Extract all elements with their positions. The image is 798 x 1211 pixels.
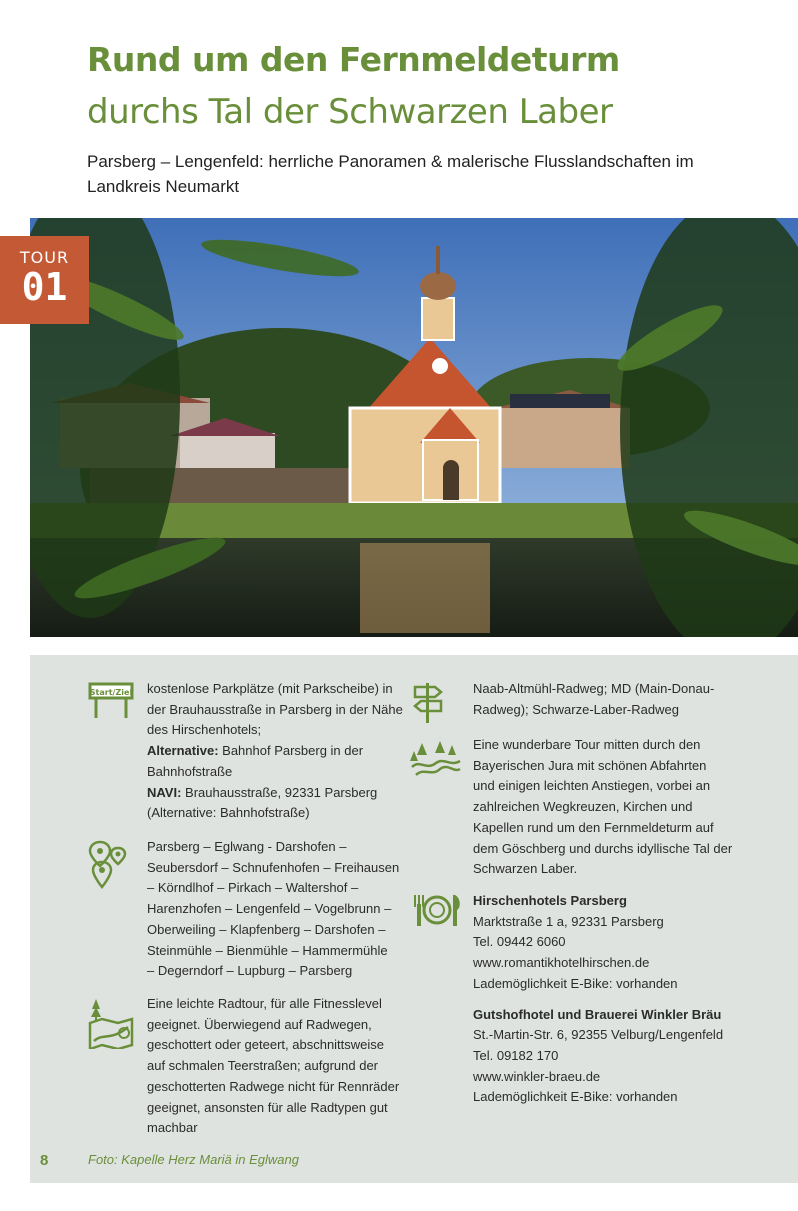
paths-line: Radweg); Schwarze-Laber-Radweg [473,701,679,717]
difficulty-line: Eine leichte Radtour, für alle Fitnesslevel [147,996,382,1011]
hotel1-address: Marktstraße 1 a, 92331 Parsberg [473,913,664,929]
description-line: dem Göschberg und durchs idyllische Tal der [473,840,733,856]
route-line: Seubersdorf – Schnufenhofen – Freihausen [147,859,400,875]
hotel2-address: St.-Martin-Str. 6, 92355 Velburg/Lengenfeld [473,1027,724,1043]
start-line-3: des Hirschenhotels; [147,722,262,738]
navi-line-2: (Alternative: Bahnhofstraße) [147,805,310,821]
navi-line [147,783,407,804]
paths-line: Naab-Altmühl-Radweg; MD (Main-Donau- [473,681,715,696]
route-line: Harenzhofen – Lengenfeld – Vogelbrunn – [147,901,392,917]
route-line: Oberweiling – Klapfenberg – Darshofen – [147,921,386,937]
start-line-2: der Brauhausstraße in Parsberg in der Nähe [147,701,403,717]
food-block [473,891,793,1108]
route-line: – Körndlhof – Pirkach – Waltershof – [147,880,359,896]
difficulty-line: geschottert oder geteert, abschnittsweise [147,1037,385,1053]
description-line: Kapellen rund um den Fernmeldeturm auf [473,819,714,835]
page-number: 8 [40,1152,49,1169]
tour-label: TOUR [19,248,70,267]
tour-badge [0,236,89,324]
hotel2-web: www.winkler-braeu.de [473,1068,601,1084]
hotel2-phone: Tel. 09182 170 [473,1047,559,1063]
plate-cutlery-icon [411,892,463,928]
route-line: Steinmühle – Bienmühle – Hammermühle [147,942,388,958]
difficulty-block [147,994,407,1139]
description-block [473,735,793,880]
subtitle: Parsberg – Lengenfeld: herrliche Panoramen & malerische Flusslandschaften im Landkreis Neumarkt [87,152,694,196]
route-line: – Degerndorf – Lupburg – Parsberg [147,963,353,979]
difficulty-line: geschotterten Radwege nicht für Rennräder [147,1078,400,1094]
road-map-icon [88,997,134,1049]
title-line-1: Rund um den Fernmeldeturm [87,40,620,79]
hotel1-ebike: Lademöglichkeit E-Bike: vorhanden [473,975,678,991]
hotel2-name: Gutshofhotel und Brauerei Winkler Bräu [473,1006,722,1022]
description-line: Schwarzen Laber. [473,861,578,877]
route-line: Parsberg – Eglwang - Darshofen – [147,839,347,854]
start-ziel-sign-icon [88,682,134,720]
alternative-line [147,741,407,762]
alternative-line-2: Bahnhofstraße [147,763,233,779]
start-ziel-sign-text: Start/Ziel [89,688,133,697]
hotel1-name: Hirschenhotels Parsberg [473,893,627,908]
description-line: Bayerischen Jura mit schönen Abfahrten [473,757,707,773]
description-line: Eine wunderbare Tour mitten durch den [473,737,701,752]
hotel1-phone: Tel. 09442 6060 [473,934,566,950]
hotel1-web: www.romantikhotelhirschen.de [473,955,650,971]
map-pins-icon [88,840,128,890]
alternative-value: Bahnhof Parsberg in der [218,743,364,759]
start-line-1: kostenlose Parkplätze (mit Parkscheibe) in [147,681,393,696]
navi-label: NAVI: [147,784,182,800]
signpost-icon [413,681,443,723]
tour-number: 01 [21,265,68,309]
title-line-2: durchs Tal der Schwarzen Laber [87,92,613,132]
description-line: und einigen leichten Anstiegen, vorbei an [473,778,711,794]
difficulty-line: machbar [147,1120,198,1136]
alternative-label: Alternative: [147,743,219,759]
chapel-photo [30,218,798,637]
info-box [30,655,798,1183]
hotel2-ebike: Lademöglichkeit E-Bike: vorhanden [473,1089,678,1105]
description-line: zahlreichen Wegkreuzen, Kirchen und [473,799,693,815]
difficulty-line: geeignet. Überwiegend auf Radwegen, [147,1016,372,1032]
paths-block [473,679,793,720]
photo-caption: Foto: Kapelle Herz Mariä in Eglwang [88,1152,299,1167]
start-block [147,679,407,824]
difficulty-line: auf schmalen Teerstraßen; aufgrund der [147,1058,379,1074]
navi-value: Brauhausstraße, 92331 Parsberg [181,784,378,800]
route-block [147,837,407,982]
landscape-icon [410,737,462,777]
difficulty-line: geeignet, ansonsten für alle Radtypen gut [147,1099,388,1115]
